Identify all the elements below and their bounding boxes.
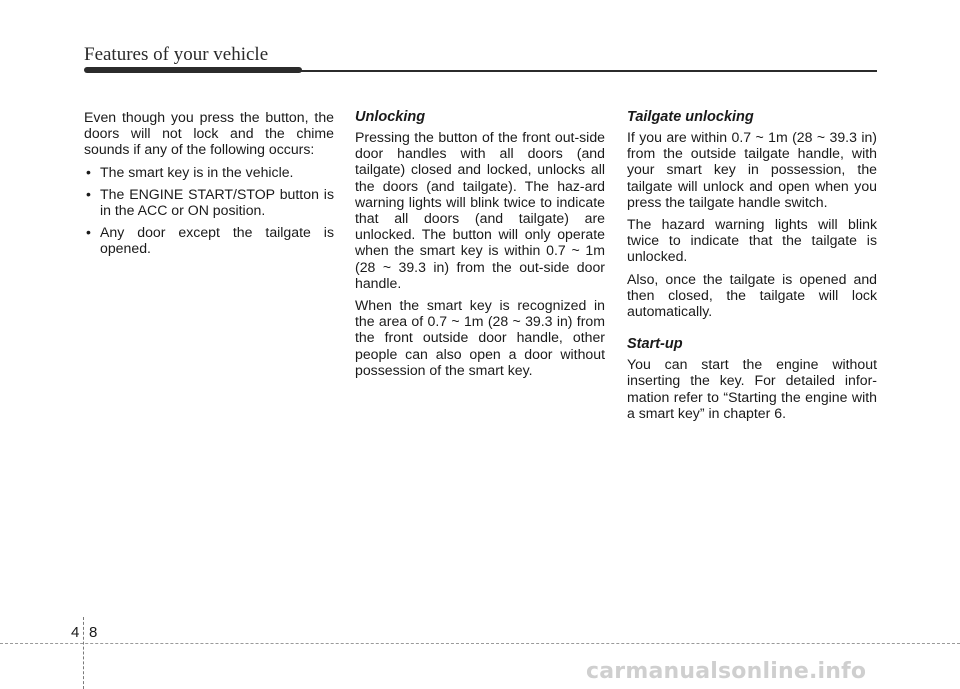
list-item: • The ENGINE START/STOP button is in the ACC or ON position. — [84, 186, 334, 218]
section-heading-tailgate-unlocking: Tailgate unlocking — [627, 109, 754, 125]
paragraph: Also, once the tailgate is opened and then closed, the tailgate will lock automatically. — [627, 270, 877, 320]
column-1 — [84, 109, 334, 263]
page-number: 8 — [89, 624, 98, 641]
watermark: carmanualsonline.info — [586, 659, 867, 684]
header-rule-accent — [84, 67, 302, 73]
paragraph: When the smart key is recognized in the area of 0.7 ~ 1m (28 ~ 39.3 in) from the front outside door handle, other people can also open a door without possession of the smart key. — [355, 297, 605, 378]
condition-list — [84, 164, 334, 257]
section-heading-unlocking: Unlocking — [355, 109, 426, 125]
paragraph: Pressing the button of the front out-side door handles with all doors (and tailgate) closed and locked, unlocks all the doors (and tailgate). The haz-ard warning lights will blink twice to indicate that all doors (and tailgate) are unlocked. The button will only operate when the smart key is within 0.7 ~ 1m (28 ~ 39.3 in) from the out-side door handle. — [355, 129, 605, 291]
footer-divider — [83, 617, 85, 689]
section-heading-start-up: Start-up — [627, 336, 683, 353]
list-item: • The smart key is in the vehicle. — [84, 164, 334, 180]
footer-rule — [0, 643, 960, 645]
intro-paragraph: Even though you press the button, the doors will not lock and the chime sounds if any of the following occurs: — [84, 109, 334, 158]
list-item: • Any door except the tailgate is opened. — [84, 224, 334, 256]
section-number: 4 — [71, 624, 80, 641]
page-header-title: Features of your vehicle — [84, 44, 269, 65]
header-rule — [296, 70, 877, 72]
column-3 — [627, 109, 877, 427]
column-2 — [355, 109, 605, 384]
paragraph: The hazard warning lights will blink twice to indicate that the tailgate is unlocked. — [627, 216, 877, 265]
paragraph: You can start the engine without inserting the key. For detailed infor-mation refer to “Starting the engine with a smart key” in chapter 6. — [627, 356, 877, 421]
paragraph: If you are within 0.7 ~ 1m (28 ~ 39.3 in) from the outside tailgate handle, with your smart key in possession, the tailgate will unlock and open when you press the tailgate handle switch. — [627, 129, 877, 210]
